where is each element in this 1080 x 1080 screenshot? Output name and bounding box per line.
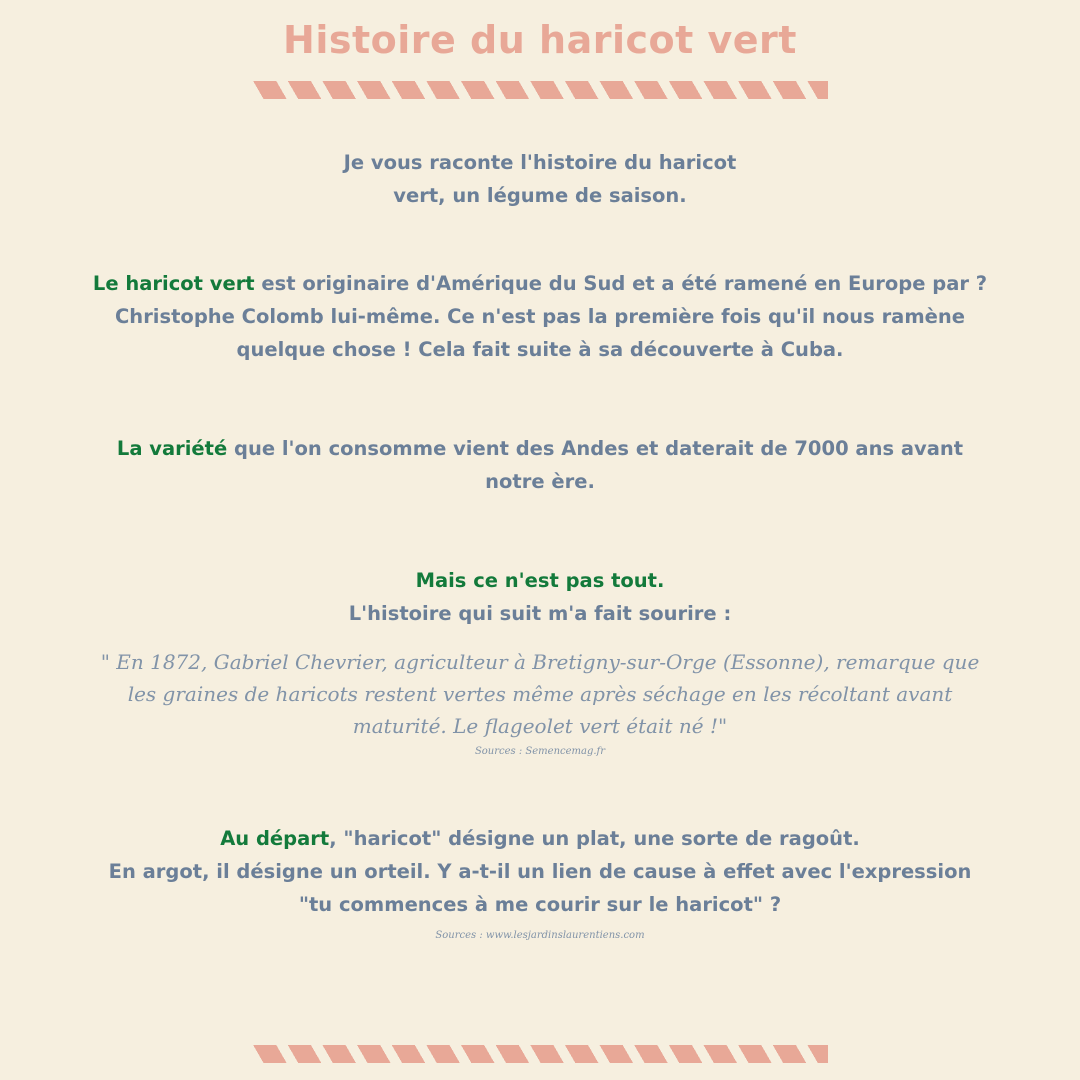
meaning-line-2: En argot, il désigne un orteil. Y a-t-il un lien de cause à effet avec l'expression "tu commences à me courir sur le haricot" ?	[108, 860, 972, 916]
origin-text: est originaire d'Amérique du Sud et a été ramené en Europe par ? Christophe Colomb lui-même. Ce n'est pas la première fois qu'il nous ramène quelque chose ! Cela fait suite à sa découverte à Cuba.	[115, 272, 988, 361]
top-decorative-stripe	[252, 81, 828, 99]
origin-paragraph	[90, 267, 990, 366]
story-intro	[90, 564, 990, 630]
origin-highlight: Le haricot vert	[92, 272, 255, 295]
page-title: Histoire du haricot vert	[283, 18, 797, 62]
intro-text	[90, 146, 990, 212]
flageolet-quote: " En 1872, Gabriel Chevrier, agriculteur à Bretigny-sur-Orge (Essonne), remarque que les graines de haricots restent vertes même après séchage en les récoltant avant maturité. Le flageolet vert était né !"	[100, 650, 980, 738]
meaning-highlight: Au départ	[220, 827, 330, 850]
meaning-line-1	[90, 822, 990, 855]
bottom-decorative-stripe	[252, 1045, 828, 1063]
meaning-text: , "haricot" désigne un plat, une sorte de ragoût.	[329, 827, 860, 850]
story-highlight: Mais ce n'est pas tout.	[415, 569, 665, 592]
intro-line-2: vert, un légume de saison.	[393, 184, 687, 207]
intro-line-1: Je vous raconte l'histoire du haricot	[343, 151, 737, 174]
variety-highlight: La variété	[116, 437, 228, 460]
variety-text: que l'on consomme vient des Andes et daterait de 7000 ans avant notre ère.	[227, 437, 964, 493]
story-line: L'histoire qui suit m'a fait sourire :	[348, 602, 732, 625]
haricot-meaning-paragraph	[90, 822, 990, 921]
meaning-source: Sources : www.lesjardinslaurentiens.com	[435, 930, 645, 941]
quote-source: Sources : Semencemag.fr	[474, 746, 606, 757]
variety-paragraph	[90, 432, 990, 498]
